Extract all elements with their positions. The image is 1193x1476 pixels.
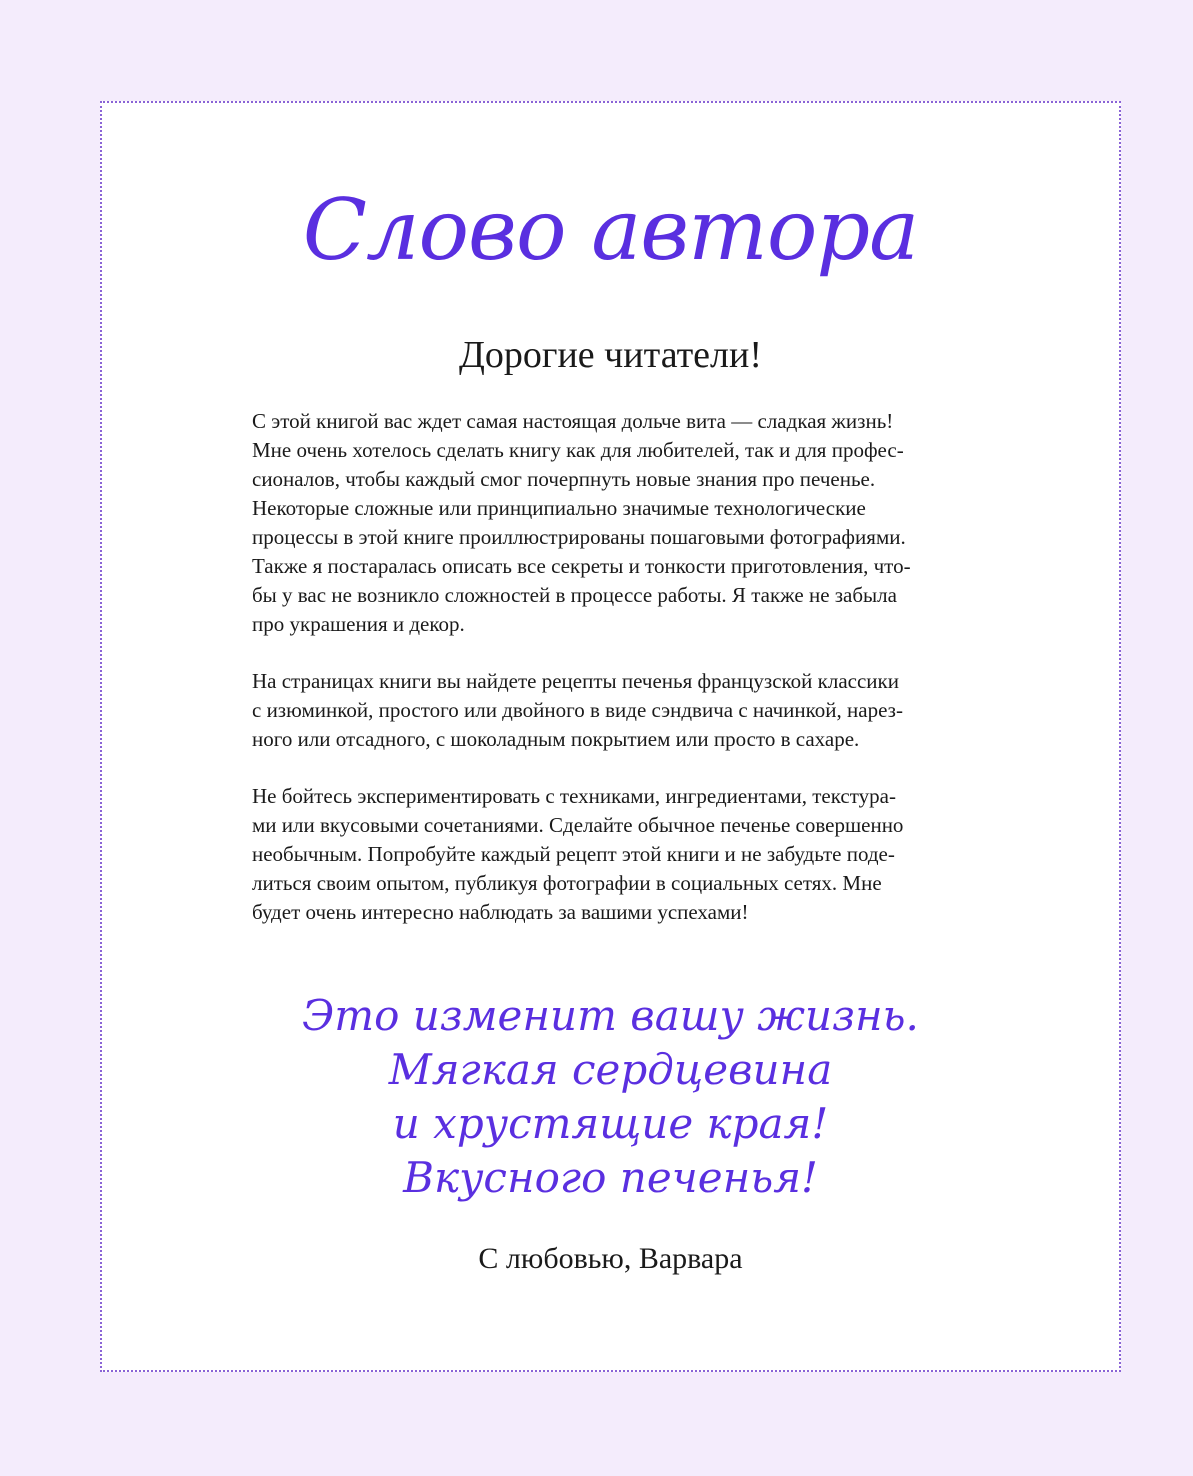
paragraph-2: На страницах книги вы найдете рецепты печенья французской классики с изюминкой, простого или двойного в виде сэндвича с начинкой, нарез- ного или отсадного, с шоколадным покрытием или просто в сахаре. xyxy=(252,669,903,751)
greeting-heading: Дорогие читатели! xyxy=(458,334,763,376)
wish-line-4: Вкусного печенья! xyxy=(403,1153,818,1202)
wish-line-1: Это изменит вашу жизнь. xyxy=(302,991,919,1040)
paragraph-3: Не бойтесь экспериментировать с техниками, ингредиентами, текстура- ми или вкусовыми сочетаниями. Сделайте обычное печенье совершенно необычным. Попробуйте каждый рецепт этой книги и не забудьте поде- литься своим опытом, публикуя фотографии в социальных сетях. Мне будет очень интересно наблюдать за вашими успехами! xyxy=(252,784,904,924)
wish-line-3: и хрустящие края! xyxy=(392,1099,829,1148)
closing-wish xyxy=(102,989,1119,1205)
letter-body xyxy=(252,407,977,955)
page-card xyxy=(100,101,1121,1372)
wish-line-2: Мягкая сердцевина xyxy=(388,1045,833,1094)
paragraph-1: С этой книгой вас ждет самая настоящая дольче вита — сладкая жизнь! Мне очень хотелось сделать книгу как для любителей, так и для профес- сионалов, чтобы каждый смог почерпнуть новые знания про печенье. Некоторые сложные или принципиально значимые технологические процессы в этой книге проиллюстрированы пошаговыми фотографиями. Также я постаралась описать все секреты и тонкости приготовления, что- бы у вас не возникло сложностей в процессе работы. Я также не забыла про украшения и декор. xyxy=(252,409,911,636)
signature: С любовью, Варвара xyxy=(478,1242,743,1275)
page-title: Слово автора xyxy=(302,181,919,279)
